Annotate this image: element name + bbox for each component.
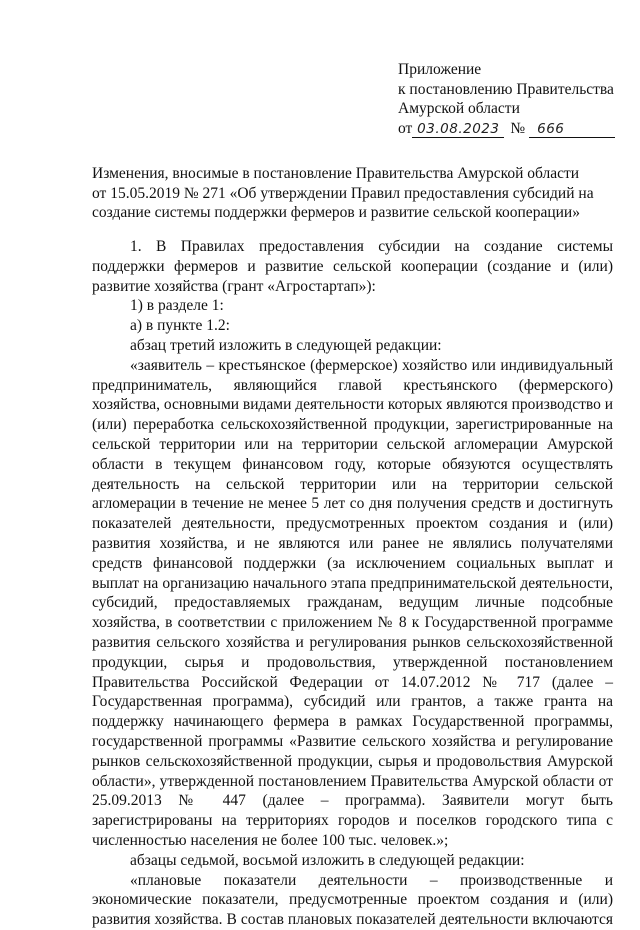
- heading-line-3: создание системы поддержки фермеров и развитие сельской кооперации»: [92, 204, 580, 221]
- paragraph-abzac-7-8: абзацы седьмой, восьмой изложить в следующей редакции:: [130, 851, 525, 869]
- number-sign: №: [510, 119, 526, 137]
- paragraph-point-1-2: а) в пункте 1.2:: [130, 317, 230, 335]
- appendix-title: Приложение: [398, 61, 482, 78]
- document-heading: [92, 164, 594, 223]
- paragraph-planned-indicators: «плановые показатели деятельности – производственные и экономические показатели, предусмотренные проектом создания и (или) развития хозяйства. В состав плановых показателей деятельности включаются: [92, 871, 613, 929]
- appendix-resolution-line: к постановлению Правительства: [398, 80, 614, 98]
- heading-line-2: от 15.05.2019 № 271 «Об утверждении Правил предоставления субсидий на: [92, 184, 594, 202]
- paragraph-section-1: 1) в разделе 1:: [130, 297, 224, 315]
- date-prefix: от: [398, 119, 413, 137]
- paragraph-abzac-3: абзац третий изложить в следующей редакции:: [130, 336, 442, 354]
- handwritten-number: 666: [529, 121, 615, 138]
- heading-line-1: Изменения, вносимые в постановление Правительства Амурской области: [92, 165, 580, 182]
- handwritten-date: 03.08.2023: [412, 121, 504, 138]
- appendix-block: [398, 60, 615, 138]
- document-body: [92, 237, 613, 930]
- paragraph-1: 1. В Правилах предоставления субсидии на создание системы поддержки фермеров и развитие сельской кооперации (создание и (или) развитие хозяйства (грант «Агростартап»):: [92, 238, 613, 295]
- appendix-date-number-row: [398, 119, 615, 139]
- appendix-region-line: Амурской области: [398, 100, 520, 117]
- paragraph-applicant-definition: «заявитель – крестьянское (фермерское) хозяйство или индивидуальный предприниматель, являющийся главой крестьянского (фермерского) хозяйства, основными видами деятельности которых являются производство и (или) переработка сельскохозяйственной продукции, зарегистрированные на сельской территории или на территории сельской агломерации Амурской области в текущем финансовом году, которые обязуются осуществлять деятельность на сельской территории или на территории сельской агломерации в течение не менее 5 лет со дня получения средств и достигнуть показателей деятельности, предусмотренных проектом создания и (или) развития хозяйства, и не являются или ранее не являлись получателями средств финансовой поддержки (за исключением социальных выплат и выплат на организацию начального этапа предпринимательской деятельности, субсидий, предоставляемых гражданам, ведущим личные подсобные хозяйства, в соответствии с приложением № 8 к Государственной программе развития сельского хозяйства и регулирования рынков сельскохозяйственной продукции, сырья и продовольствия, утвержденной постановлением Правительства Российской Федерации от 14.07.2012 № 717 (далее – Государственная программа), субсидий или грантов, а также гранта на поддержку начинающего фермера в рамках Государственной программы, государственной программы «Развитие сельского хозяйства и регулирование рынков сельскохозяйственной продукции, сырья и продовольствия Амурской области», утвержденной постановлением Правительства Амурской области от 25.09.2013 № 447 (далее – программа). Заявители могут быть зарегистрированы на территориях городов и поселков городского типа с численностью населения не более 100 тыс. человек.»;: [92, 356, 614, 849]
